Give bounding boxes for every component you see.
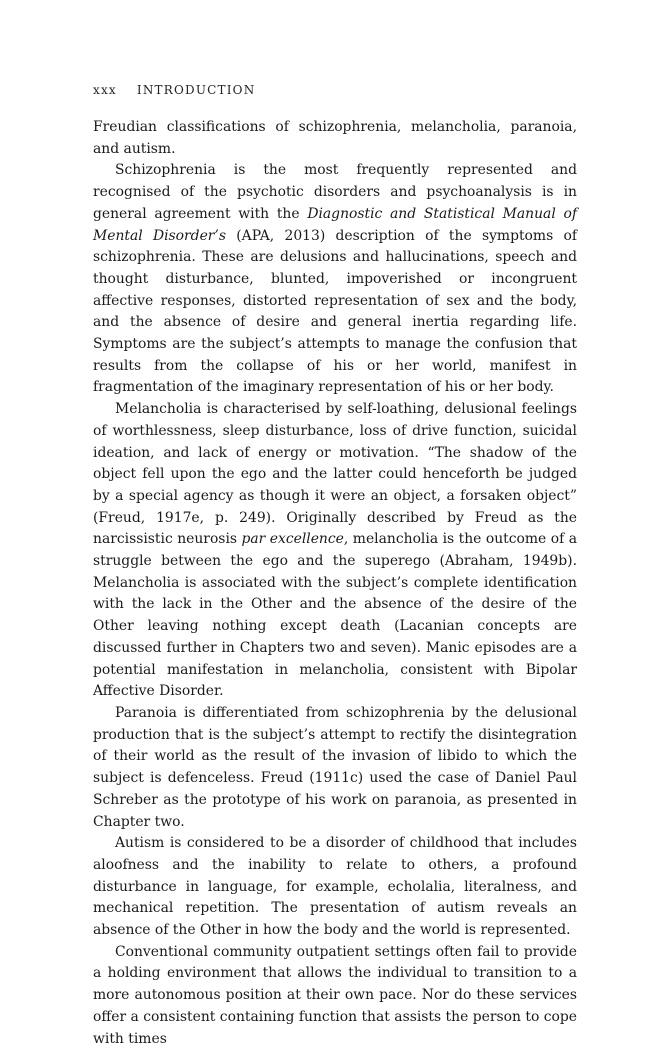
paragraph-text: (APA, 2013) description of the symptoms of schizophrenia. These are delusions and hallucinations, speech and thought disturbance, blunted, impoverished or incongruent affective responses, distorted representation of sex and the body, and the absence of desire and general inertia regarding life. Symptoms are the subject’s attempts to manage the confusion that results from the collapse of his or her world, manifest in fragmentation of the imaginary representation of his or her body.	[93, 227, 578, 396]
paragraph-text: Schizophrenia is the most frequently represented and recognised of the psychotic disorders and psychoanalysis is in general agreement with the	[93, 162, 577, 222]
running-head	[93, 83, 255, 97]
paragraph-paranoia	[93, 703, 577, 833]
paragraph-autism	[93, 833, 577, 942]
paragraph-melancholia	[93, 399, 577, 703]
page-number: xxx	[93, 83, 117, 97]
paragraph-text: Conventional community outpatient settings often fail to provide a holding environment that allows the individual to transition to a more autonomous position at their own pace. Nor do these services offer a consistent containing function that assists the person to cope with times	[93, 943, 577, 1047]
paragraph-text: Melancholia is characterised by self-loathing, delusional feelings of worthlessness, sleep disturbance, loss of drive function, suicidal ideation, and lack of energy or motivation. “The shadow of the object fell upon the ego and the latter could henceforth be judged by a special agency as though it were an object, a forsaken object” (Freud, 1917e, p. 249). Originally described by Freud as the narcissistic neurosis	[93, 401, 577, 548]
italic-phrase: par excellence	[241, 531, 344, 548]
paragraph-text: , melancholia is the outcome of a struggle between the ego and the superego (Abraham, 1949b). Melancholia is associated with the subject’s complete identification with the lack in the Other and the absence of the desire of the Other leaving nothing except death (Lacanian concepts are discussed further in Chapters two and seven). Manic episodes are a potential manifestation in melancholia, consistent with Bipolar Affective Disorder.	[93, 531, 577, 700]
paragraph-text: Autism is considered to be a disorder of childhood that includes aloofness and the inability to relate to others, a profound disturbance in language, for example, echolalia, literalness, and mechanical repetition. The presentation of autism reveals an absence of the Other in how the body and the world is represented.	[93, 835, 577, 939]
paragraph-schizophrenia	[93, 160, 577, 399]
paragraph-settings	[93, 942, 577, 1050]
dsm-title: Diagnostic and Statistical Manual of Mental Disorder’s	[93, 205, 577, 244]
body-text	[93, 117, 577, 1050]
paragraph-text: Paranoia is differentiated from schizophrenia by the delusional production that is the subject’s attempt to rectify the disintegration of their world as the result of the invasion of libido to which the subject is defenceless. Freud (1911c) used the case of Daniel Paul Schreber as the prototype of his work on paranoia, as presented in Chapter two.	[93, 704, 577, 830]
section-title: INTRODUCTION	[136, 83, 256, 97]
paragraph-continuation	[93, 117, 577, 160]
paragraph-text: Freudian classifications of schizophrenia, melancholia, paranoia, and autism.	[93, 119, 577, 157]
